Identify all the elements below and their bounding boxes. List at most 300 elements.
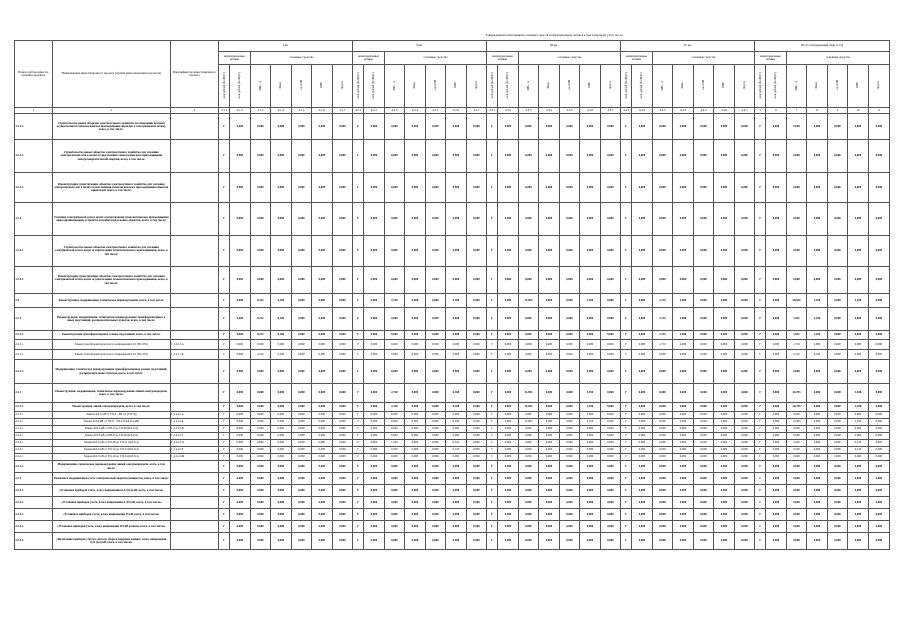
value-cell: 0,000 xyxy=(559,412,580,419)
table-row xyxy=(15,173,890,203)
unit-flag: Г xyxy=(353,360,364,384)
value-cell: 0,000 xyxy=(405,360,426,384)
value-cell: 0,000 xyxy=(632,473,653,485)
unit-header-mln xyxy=(230,65,251,108)
value-cell: 0,000 xyxy=(425,521,446,533)
value-cell: 0,000 xyxy=(498,140,519,173)
value-cell: 0,000 xyxy=(364,294,385,308)
value-cell: 0,000 xyxy=(446,267,467,294)
project-id xyxy=(170,331,218,340)
unit-flag: Г xyxy=(621,419,632,426)
value-cell: 0,000 xyxy=(848,173,869,203)
value-cell: 0,000 xyxy=(807,497,828,509)
value-cell: 0,000 xyxy=(250,461,271,473)
value-cell: 0,000 xyxy=(766,267,787,294)
value-cell: 0,000 xyxy=(230,340,251,350)
value-cell: 0,000 xyxy=(446,412,467,419)
value-cell: 0,000 xyxy=(332,447,353,454)
value-cell: 0,000 xyxy=(652,173,673,203)
quarter-header: II кв. xyxy=(353,41,487,52)
value-cell: 0,000 xyxy=(364,340,385,350)
value-cell: 0,000 xyxy=(827,412,848,419)
unit-flag: Г xyxy=(219,447,230,454)
unit-flag: Г xyxy=(487,473,498,485)
value-cell: 0,000 xyxy=(559,419,580,426)
value-cell: 0,000 xyxy=(559,331,580,340)
value-cell: 0,000 xyxy=(384,140,405,173)
value-cell: 0,000 xyxy=(600,440,621,447)
value-cell: 0,000 xyxy=(312,433,333,440)
value-cell: 0,000 xyxy=(559,140,580,173)
unit-flag: Г xyxy=(487,308,498,331)
value-cell: 0,000 xyxy=(734,473,755,485)
unit-flag: Г xyxy=(219,350,230,360)
unit-header-text: млн рублей (без НДС) xyxy=(356,72,360,99)
unit-flag: Г xyxy=(219,473,230,485)
unit-flag: Г xyxy=(755,403,766,412)
unit-flag: Г xyxy=(219,509,230,521)
value-cell: 0,000 xyxy=(600,140,621,173)
column-number: 4.1.7 xyxy=(332,108,353,114)
value-cell: 0,000 xyxy=(714,267,735,294)
value-cell: 0,000 xyxy=(827,340,848,350)
unit-flag: Г xyxy=(755,340,766,350)
value-cell: 0,000 xyxy=(364,350,385,360)
value-cell: 0,000 xyxy=(766,331,787,340)
value-cell: 0,000 xyxy=(446,203,467,236)
value-cell: 0,000 xyxy=(498,173,519,203)
value-cell: 0,000 xyxy=(848,521,869,533)
project-id xyxy=(170,236,218,267)
value-cell: 0,000 xyxy=(714,521,735,533)
unit-flag: Г xyxy=(219,140,230,173)
value-cell: 0,000 xyxy=(693,331,714,340)
value-cell: 0,000 xyxy=(786,533,807,550)
value-cell: 0,000 xyxy=(786,203,807,236)
value-cell: 0,000 xyxy=(693,485,714,497)
value-cell: 0,000 xyxy=(652,433,673,440)
value-cell: 0,000 xyxy=(291,533,312,550)
value-cell: 0,000 xyxy=(848,140,869,173)
value-cell: 0,000 xyxy=(766,447,787,454)
project-id-header: Идентификатор инвестиционного проекта xyxy=(170,41,218,108)
value-cell: 0,000 xyxy=(230,140,251,173)
unit-flag: Г xyxy=(621,454,632,461)
unit-flag: Г xyxy=(621,340,632,350)
value-cell: 0,000 xyxy=(466,440,487,447)
value-cell: 0,000 xyxy=(364,419,385,426)
value-cell: 0,000 xyxy=(332,350,353,360)
value-cell: 0,000 xyxy=(868,360,889,384)
value-cell: 0,000 xyxy=(405,461,426,473)
value-cell: 0,000 xyxy=(446,331,467,340)
value-cell: 0,000 xyxy=(405,497,426,509)
unit-flag: Г xyxy=(353,140,364,173)
value-cell: 0,000 xyxy=(230,473,251,485)
value-cell: 0,000 xyxy=(848,497,869,509)
value-cell: 0,000 xyxy=(271,360,292,384)
value-cell: 0,000 xyxy=(332,331,353,340)
project-id xyxy=(170,308,218,331)
value-cell: 0,000 xyxy=(600,331,621,340)
value-cell: 0,000 xyxy=(848,461,869,473)
project-id xyxy=(170,114,218,140)
unit-flag: Г xyxy=(487,173,498,203)
value-cell: 0,000 xyxy=(868,412,889,419)
value-cell: 0,000 xyxy=(539,447,560,454)
value-cell: 0,000 xyxy=(600,497,621,509)
unit-header-text: МВт xyxy=(320,82,324,89)
value-cell: 0,000 xyxy=(559,173,580,203)
unit-flag: Г xyxy=(621,521,632,533)
unit-flag: Г xyxy=(219,533,230,550)
value-cell: 0,000 xyxy=(425,140,446,173)
value-cell: 0,000 xyxy=(250,267,271,294)
value-cell: 0,000 xyxy=(848,533,869,550)
value-cell: 0,000 xyxy=(632,331,653,340)
table-row xyxy=(15,521,890,533)
project-id xyxy=(170,294,218,308)
value-cell: 0,000 xyxy=(332,267,353,294)
value-cell: 0,000 xyxy=(446,340,467,350)
value-cell: 0,000 xyxy=(384,426,405,433)
value-cell: 0,000 xyxy=(580,203,601,236)
value-cell: 0,000 xyxy=(734,461,755,473)
unit-header-mw xyxy=(446,65,467,108)
value-cell: 0,000 xyxy=(632,412,653,419)
value-cell: 0,000 xyxy=(673,173,694,203)
unit-header-mva xyxy=(250,65,271,108)
unit-header-text: Мвар xyxy=(681,82,685,89)
unit-flag: Г xyxy=(755,267,766,294)
value-cell: 0,000 xyxy=(271,454,292,461)
value-cell: 0,000 xyxy=(786,485,807,497)
value-cell: 0,000 xyxy=(384,533,405,550)
project-name: Строительство новых объектов электросетевого хозяйства для усиления электрической сети в целях осуществления технологического присоединения электроэнергетической энергии, всего, в том числе: xyxy=(52,140,170,173)
value-cell: 0,000 xyxy=(498,426,519,433)
value-cell: 0,000 xyxy=(498,533,519,550)
value-cell: 0,000 xyxy=(498,419,519,426)
value-cell: 0,000 xyxy=(827,267,848,294)
table-row xyxy=(15,403,890,412)
value-cell: 0,000 xyxy=(518,533,539,550)
value-cell: 0,000 xyxy=(786,521,807,533)
value-cell: 0,000 xyxy=(734,331,755,340)
value-cell: 0,000 xyxy=(714,433,735,440)
value-cell: 0,000 xyxy=(734,454,755,461)
value-cell: 0,000 xyxy=(734,267,755,294)
value-cell: 0,000 xyxy=(250,340,271,350)
value-cell: 0,000 xyxy=(580,485,601,497)
value-cell: 0,000 xyxy=(600,403,621,412)
value-cell: 0,000 xyxy=(425,433,446,440)
group-number: 2.2.3.5 xyxy=(15,533,53,550)
value-cell: 0,000 xyxy=(807,440,828,447)
value-cell: 0,000 xyxy=(673,403,694,412)
unit-header-text: млн рублей (без НДС) xyxy=(640,72,644,99)
value-cell: 0,000 xyxy=(868,384,889,403)
value-cell: 0,000 xyxy=(518,447,539,454)
value-cell: 0,000 xyxy=(230,294,251,308)
value-cell: 0,000 xyxy=(693,173,714,203)
column-number: 4.4.6 xyxy=(714,108,735,114)
value-cell: 0,000 xyxy=(807,473,828,485)
column-number: 4.3.2 xyxy=(498,108,519,114)
value-cell: 0,000 xyxy=(291,114,312,140)
value-cell: 0,000 xyxy=(559,509,580,521)
value-cell: 0,000 xyxy=(332,521,353,533)
value-cell: 0,000 xyxy=(693,497,714,509)
value-cell: 0,000 xyxy=(600,114,621,140)
value-cell: 0,000 xyxy=(518,497,539,509)
value-cell: 0,000 xyxy=(498,497,519,509)
value-cell: 0,000 xyxy=(714,308,735,331)
value-cell: 0,000 xyxy=(518,140,539,173)
value-cell: 0,000 xyxy=(230,533,251,550)
project-name: Реконструкция трансформаторных и иных подстанций, всего, в том числе: xyxy=(52,331,170,340)
unit-flag: Г xyxy=(487,533,498,550)
value-cell: 0,000 xyxy=(766,533,787,550)
value-cell: 0,000 xyxy=(734,419,755,426)
value-cell: 0,000 xyxy=(714,360,735,384)
unit-flag: Г xyxy=(755,426,766,433)
value-cell: 0,000 xyxy=(600,308,621,331)
value-cell: 0,000 xyxy=(786,267,807,294)
value-cell: 0,000 xyxy=(364,140,385,173)
value-cell: 0,000 xyxy=(364,521,385,533)
fixed-assets-header: основные средства xyxy=(518,52,621,65)
unit-flag: Г xyxy=(621,533,632,550)
value-cell: 0,000 xyxy=(559,384,580,403)
value-cell: 1,719 xyxy=(786,340,807,350)
value-cell: 0,000 xyxy=(600,236,621,267)
value-cell: 0,000 xyxy=(291,350,312,360)
project-name: Реконструкция существующих объектов электросетевого хозяйства для усиления электрической сети в целях осуществления технологического присоединения объектов заявителей, всего, в том числе: xyxy=(52,173,170,203)
unit-flag: Г xyxy=(755,461,766,473)
unit-flag: Г xyxy=(487,440,498,447)
unit-header-text: Другое xyxy=(340,81,344,90)
unit-flag: Г xyxy=(353,114,364,140)
value-cell: 0,000 xyxy=(673,412,694,419)
value-cell: 0,000 xyxy=(868,433,889,440)
value-cell: 0,000 xyxy=(600,426,621,433)
value-cell: 0,000 xyxy=(312,454,333,461)
value-cell: 0,000 xyxy=(405,473,426,485)
unit-flag: Г xyxy=(755,533,766,550)
unit-flag: Г xyxy=(755,440,766,447)
unit-flag: Г xyxy=(353,203,364,236)
value-cell: 0,000 xyxy=(425,419,446,426)
banner-spacer xyxy=(15,32,219,41)
value-cell: 0,000 xyxy=(807,203,828,236)
value-cell: 0,160 xyxy=(271,350,292,360)
project-name: Строительство новых объектов электросетевого хозяйства для усиления электрической сети в целях осуществления технологического присоединения, всего, в том числе: xyxy=(52,236,170,267)
value-cell: 0,000 xyxy=(518,433,539,440)
value-cell: 0,000 xyxy=(250,412,271,419)
value-cell: 0,000 xyxy=(250,173,271,203)
value-cell: 0,000 xyxy=(518,412,539,419)
table-row xyxy=(15,473,890,485)
unit-flag: Г xyxy=(487,236,498,267)
total-year-header: Итого утвержденный план за год xyxy=(755,41,890,52)
value-cell: 0,000 xyxy=(384,360,405,384)
unit-flag: Г xyxy=(353,509,364,521)
value-cell: 0,000 xyxy=(312,114,333,140)
unit-header-text: МВ×А xyxy=(258,80,262,90)
unit-flag: Г xyxy=(621,350,632,360)
group-number: 2.2.2.1 xyxy=(15,403,53,412)
value-cell: 0,000 xyxy=(384,267,405,294)
column-number: 4.1.1 xyxy=(219,108,230,114)
value-cell: 0,000 xyxy=(827,331,848,340)
table-row xyxy=(15,497,890,509)
value-cell: 0,000 xyxy=(539,350,560,360)
unit-header-text: км ЛЭП xyxy=(299,80,303,91)
plan-table xyxy=(14,32,890,550)
value-cell: 0,000 xyxy=(332,533,353,550)
unit-flag: Г xyxy=(219,114,230,140)
unit-header-text: Мвар xyxy=(413,82,417,89)
value-cell: 0,000 xyxy=(652,203,673,236)
unit-header-text: Мвар xyxy=(815,82,819,89)
unit-flag: Г xyxy=(353,403,364,412)
value-cell: 0,000 xyxy=(848,360,869,384)
value-cell: 0,000 xyxy=(364,447,385,454)
value-cell: 0,000 xyxy=(652,497,673,509)
project-name: «Установка приборов учета, класс напряжения 6 (10) кВ, всего, в том числе» xyxy=(52,497,170,509)
value-cell: 0,000 xyxy=(714,509,735,521)
value-cell: 0,000 xyxy=(466,403,487,412)
unit-header-text: млн рублей (без НДС) xyxy=(490,72,494,99)
value-cell: 0,000 xyxy=(766,412,787,419)
value-cell: 0,000 xyxy=(230,412,251,419)
value-cell: 0,000 xyxy=(652,412,673,419)
value-cell: 0,000 xyxy=(425,533,446,550)
value-cell: 0,000 xyxy=(632,173,653,203)
value-cell: 0,000 xyxy=(498,440,519,447)
column-number: 4.4.1 xyxy=(621,108,632,114)
unit-flag: Г xyxy=(353,308,364,331)
value-cell: 0,000 xyxy=(868,509,889,521)
value-cell: 0,000 xyxy=(498,360,519,384)
value-cell: 0,000 xyxy=(332,114,353,140)
value-cell: 0,000 xyxy=(364,426,385,433)
value-cell: 0,000 xyxy=(693,308,714,331)
value-cell: 0,000 xyxy=(693,447,714,454)
value-cell: 0,000 xyxy=(518,461,539,473)
unit-flag: Г xyxy=(621,461,632,473)
value-cell: 0,000 xyxy=(332,426,353,433)
value-cell: 0,000 xyxy=(230,521,251,533)
value-cell: 0,000 xyxy=(291,419,312,426)
table-row xyxy=(15,294,890,308)
value-cell: 0,000 xyxy=(673,461,694,473)
unit-flag: Г xyxy=(755,360,766,384)
value-cell: 0,000 xyxy=(312,412,333,419)
value-cell: 0,000 xyxy=(786,114,807,140)
value-cell: 0,000 xyxy=(652,509,673,521)
value-cell: 0,000 xyxy=(271,267,292,294)
value-cell: 0,000 xyxy=(673,384,694,403)
value-cell: 0,000 xyxy=(693,140,714,173)
unit-flag: Г xyxy=(487,412,498,419)
value-cell: 0,000 xyxy=(518,485,539,497)
value-cell: 0,160 xyxy=(807,350,828,360)
value-cell: 0,000 xyxy=(600,267,621,294)
unit-flag: Г xyxy=(621,140,632,173)
table-row xyxy=(15,350,890,360)
column-number: 4.3.5 xyxy=(559,108,580,114)
unit-flag: Г xyxy=(755,236,766,267)
table-row xyxy=(15,509,890,521)
unit-flag: Г xyxy=(621,433,632,440)
unit-flag: Г xyxy=(219,403,230,412)
value-cell: 0,000 xyxy=(312,461,333,473)
value-cell: 0,000 xyxy=(693,267,714,294)
value-cell: 0,000 xyxy=(466,412,487,419)
unit-flag: Г xyxy=(487,114,498,140)
value-cell: 1,020 xyxy=(786,440,807,447)
value-cell: 0,000 xyxy=(312,447,333,454)
value-cell: 0,000 xyxy=(539,521,560,533)
value-cell: 0,000 xyxy=(673,509,694,521)
value-cell: 0,000 xyxy=(498,340,519,350)
unit-header-text: Мвар xyxy=(547,82,551,89)
value-cell: 0,000 xyxy=(827,473,848,485)
value-cell: 0,000 xyxy=(673,267,694,294)
unit-header-text: млн рублей (без НДС) xyxy=(506,72,510,99)
value-cell: 0,000 xyxy=(364,454,385,461)
group-number: 2.2.1.2 xyxy=(15,360,53,384)
value-cell: 0,000 xyxy=(827,454,848,461)
value-cell: 0,000 xyxy=(446,173,467,203)
value-cell: 0,000 xyxy=(498,403,519,412)
unit-flag: Г xyxy=(621,412,632,419)
unit-flag: Г xyxy=(353,236,364,267)
column-number: 4.2.1 xyxy=(353,108,364,114)
unit-flag: Г xyxy=(487,403,498,412)
value-cell: 0,000 xyxy=(312,140,333,173)
value-cell: 0,000 xyxy=(498,350,519,360)
value-cell: 0,000 xyxy=(652,419,673,426)
value-cell: 0,000 xyxy=(580,350,601,360)
value-cell: 0,000 xyxy=(868,447,889,454)
value-cell: 0,000 xyxy=(425,331,446,340)
unit-header-mln xyxy=(219,65,230,108)
value-cell: 0,120 xyxy=(446,447,467,454)
unit-header-text: млн рублей (без НДС) xyxy=(372,72,376,99)
value-cell: 0,000 xyxy=(652,236,673,267)
value-cell: 0,000 xyxy=(693,403,714,412)
group-number: 2.2.2.1 xyxy=(15,447,53,454)
value-cell: 0,000 xyxy=(807,485,828,497)
unit-header-text: МВт xyxy=(454,82,458,89)
group-number: 2.2.1.1 xyxy=(15,350,53,360)
project-name: Реконструкция, модернизация, техническое перевооружение трансформаторных и иных подстанций, распределительных пунктов, всего, в том числе: xyxy=(52,308,170,331)
value-cell: 0,000 xyxy=(807,461,828,473)
value-cell: 2,160 xyxy=(807,331,828,340)
value-cell: 0,000 xyxy=(714,140,735,173)
unit-flag: Г xyxy=(755,203,766,236)
value-cell: 0,000 xyxy=(868,461,889,473)
value-cell: 0,000 xyxy=(600,485,621,497)
value-cell: 0,000 xyxy=(466,340,487,350)
value-cell: 0,000 xyxy=(384,521,405,533)
value-cell: 0,000 xyxy=(827,521,848,533)
value-cell: 0,000 xyxy=(559,403,580,412)
value-cell: 0,000 xyxy=(559,340,580,350)
unit-header-text: млн рублей (без НДС) xyxy=(222,72,226,99)
